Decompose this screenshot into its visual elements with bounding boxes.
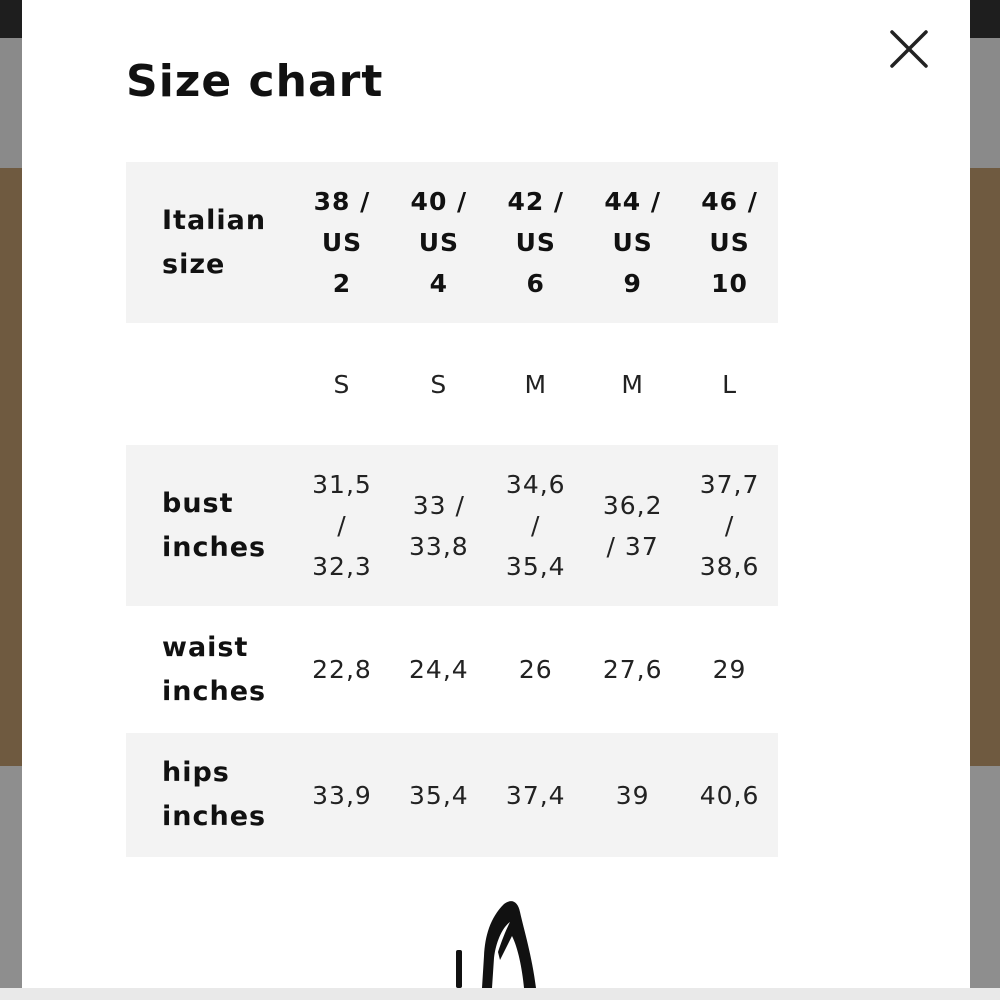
bust-cell: 31,5 / 32,3 [294,445,391,606]
letter-size-cell: S [430,369,448,399]
close-button[interactable] [888,28,930,70]
brand-logo-icon [452,896,542,988]
size-chart-modal [22,0,970,988]
table-row-bust [126,445,778,606]
waist-cell: 22,8 [312,655,372,684]
hips-cell: 35,4 [390,733,487,857]
hips-cell: 40,6 [681,733,778,857]
background-bottom-bar [0,988,1000,1000]
hips-cell: 39 [584,733,681,857]
table-row-italian-size [126,162,778,323]
letter-size-cell: L [722,369,738,399]
letter-size-cell: S [333,369,351,399]
waist-cell: 29 [712,655,747,684]
waist-cell: 27,6 [602,655,663,684]
row-label-hips: hips inches [126,733,294,857]
bust-cell: 37,7 / 38,6 [681,445,778,606]
row-label-italian-size: Italian size [126,162,294,323]
table-row-hips [126,733,778,857]
hips-cell: 37,4 [487,733,584,857]
header-size-cell: 42 / US 6 [487,162,584,323]
header-size-cell: 44 / US 9 [584,162,681,323]
row-label-waist: waist inches [162,631,267,707]
header-size-cell: 38 / US 2 [294,162,391,323]
bust-cell: 33 / 33,8 [390,445,487,606]
row-label-empty [126,323,294,445]
waist-cell: 24,4 [409,655,469,684]
bust-cell: 34,6 / 35,4 [487,445,584,606]
bust-cell: 36,2 / 37 [584,445,681,606]
table-row-letter-size [126,323,778,445]
header-size-cell: 46 / US 10 [681,162,778,323]
close-icon [888,28,930,70]
table-row-waist [126,606,778,733]
row-label-bust: bust inches [126,445,294,606]
modal-title: Size chart [126,56,384,107]
hips-cell: 33,9 [294,733,391,857]
header-size-cell: 40 / US 4 [390,162,487,323]
waist-cell: 26 [518,655,553,684]
letter-size-cell: M [621,369,644,399]
letter-size-cell: M [524,369,548,399]
size-table [126,162,778,857]
